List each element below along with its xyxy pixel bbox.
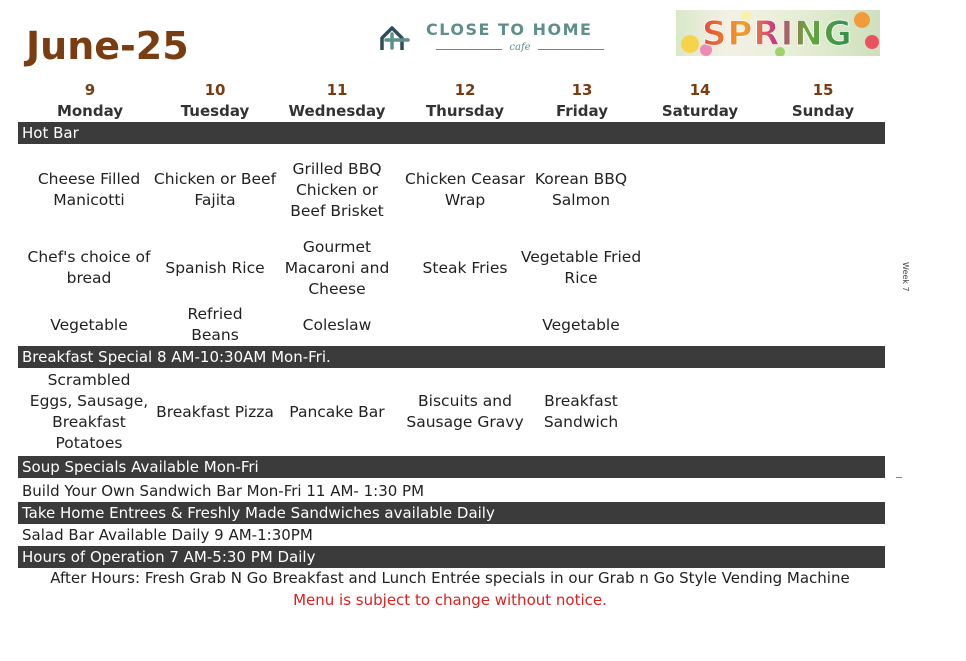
- day-number: 12: [454, 81, 476, 99]
- logo-subtitle: cafe: [426, 42, 614, 53]
- after-hours-note: After Hours: Fresh Grab N Go Breakfast and Lunch Entrée specials in our Grab n Go Style Vending Machine: [50, 569, 850, 587]
- menu-item: Korean BBQ Salmon: [534, 170, 628, 209]
- day-number: 13: [571, 81, 593, 99]
- menu-item: Vegetable: [542, 315, 620, 334]
- house-logo-icon: [378, 24, 414, 52]
- day-number: 10: [204, 81, 226, 99]
- day-header: [153, 80, 277, 122]
- menu-item: Coleslaw: [302, 315, 372, 334]
- menu-item: Refried Beans: [187, 305, 243, 344]
- section-bar-take-home: Take Home Entrees & Freshly Made Sandwiches available Daily: [18, 502, 885, 524]
- menu-item: Chef's choice of bread: [27, 248, 151, 287]
- section-bar-soup: Soup Specials Available Mon-Fri: [18, 456, 885, 478]
- day-number: 14: [689, 81, 711, 99]
- menu-item: Breakfast Pizza: [156, 402, 274, 421]
- day-header: [28, 80, 152, 122]
- day-name: Tuesday: [180, 102, 250, 120]
- menu-item: Steak Fries: [422, 258, 508, 277]
- day-name: Friday: [555, 102, 608, 120]
- menu-item: Pancake Bar: [289, 402, 385, 421]
- day-header: [638, 80, 762, 122]
- menu-item: Spanish Rice: [165, 258, 265, 277]
- day-number: 15: [812, 81, 834, 99]
- day-name: Thursday: [425, 102, 505, 120]
- day-header: [761, 80, 885, 122]
- section-bar-hot-bar: Hot Bar: [18, 122, 885, 144]
- day-name: Sunday: [791, 102, 855, 120]
- week-label: Week 7: [901, 262, 910, 292]
- salad-bar-note: Salad Bar Available Daily 9 AM-1:30PM: [22, 526, 313, 544]
- sandwich-bar-note: Build Your Own Sandwich Bar Mon-Fri 11 AM- 1:30 PM: [22, 482, 425, 500]
- section-bar-hours: Hours of Operation 7 AM-5:30 PM Daily: [18, 546, 885, 568]
- menu-item: Vegetable Fried Rice: [520, 248, 642, 287]
- section-bar-breakfast: Breakfast Special 8 AM-10:30AM Mon-Fri.: [18, 346, 885, 368]
- day-number: 9: [84, 81, 96, 99]
- logo-name: CLOSE TO HOME: [426, 20, 593, 39]
- day-name: Saturday: [661, 102, 739, 120]
- day-name: Wednesday: [288, 102, 386, 120]
- menu-item: Vegetable: [50, 315, 128, 334]
- page-title: June-25: [26, 24, 189, 68]
- cafe-logo: [378, 18, 618, 58]
- day-header: [520, 80, 644, 122]
- menu-item: Grilled BBQ Chicken or Beef Brisket: [290, 159, 384, 220]
- margin-tick: [896, 477, 902, 478]
- menu-item: Gourmet Macaroni and Cheese: [284, 237, 390, 298]
- day-name: Monday: [56, 102, 124, 120]
- day-header: [275, 80, 399, 122]
- day-header: [403, 80, 527, 122]
- menu-item: Scrambled Eggs, Sausage, Breakfast Potatoes: [29, 371, 149, 452]
- spring-banner: [676, 10, 880, 56]
- menu-item: Breakfast Sandwich: [543, 392, 619, 431]
- menu-item: Chicken or Beef Fajita: [153, 170, 277, 209]
- spring-word: SPRING: [702, 14, 853, 54]
- menu-item: Biscuits and Sausage Gravy: [406, 392, 524, 431]
- day-header-row: [18, 80, 886, 122]
- menu-item: Cheese Filled Manicotti: [37, 170, 141, 209]
- day-number: 11: [326, 81, 348, 99]
- disclaimer-note: Menu is subject to change without notice.: [293, 591, 607, 609]
- menu-item: Chicken Ceasar Wrap: [405, 170, 525, 209]
